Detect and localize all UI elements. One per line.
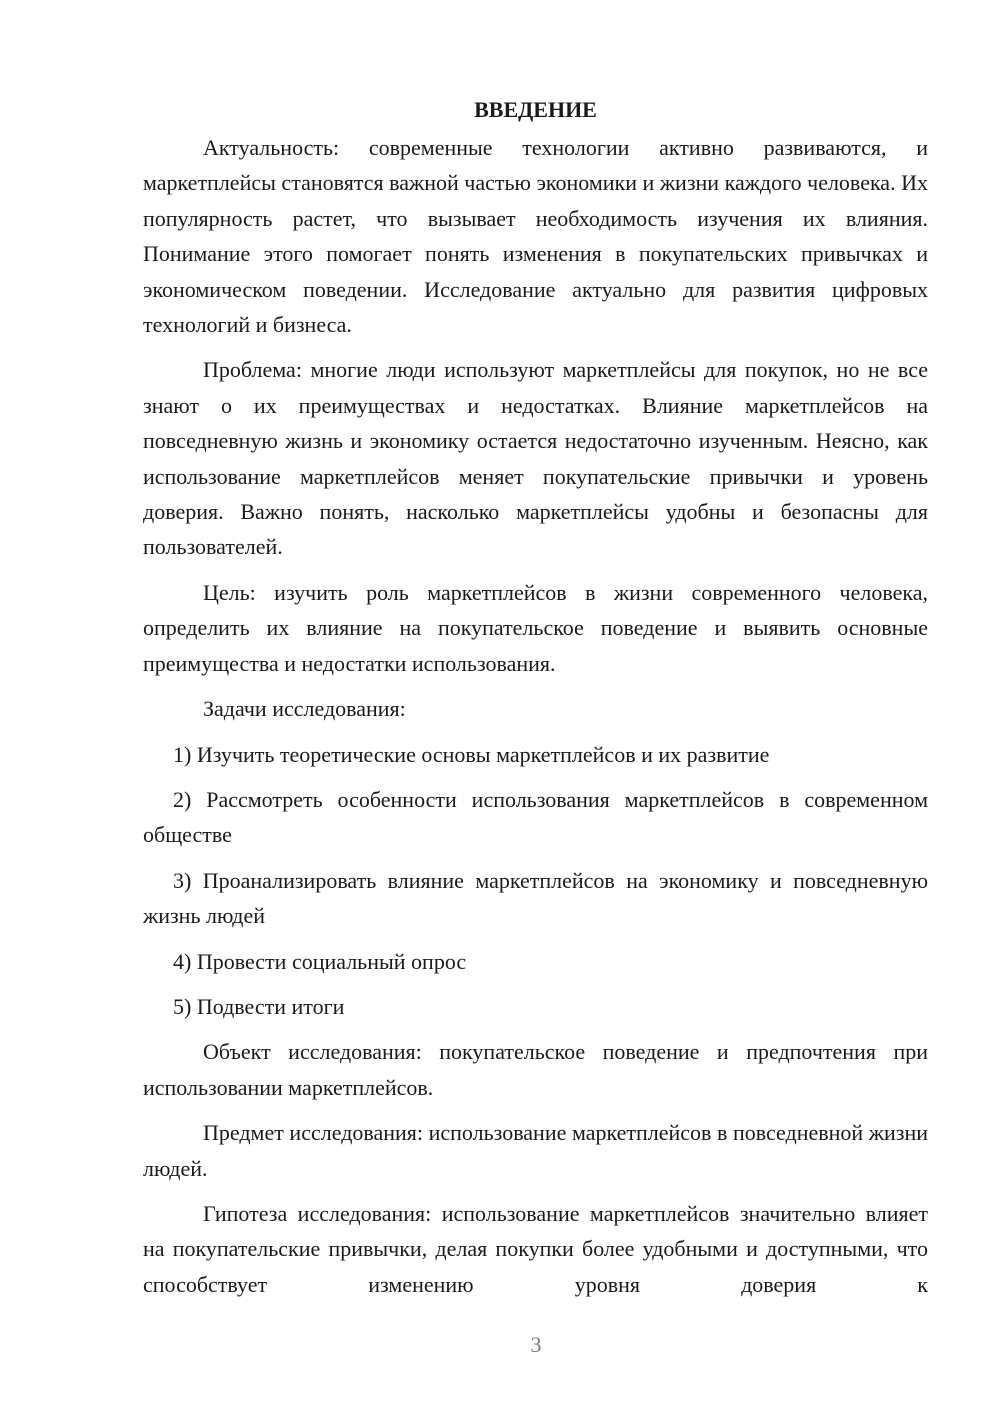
paragraph-problem: Проблема: многие люди используют маркетплейсы для покупок, но не все знают о их преимуществах и недостатках. Влияние маркетплейсов на повседневную жизнь и экономику остается недостаточно изученным. Неясно, как использование маркетплейсов меняет покупательские привычки и уровень доверия. Важно понять, насколько маркетплейсы удобны и безопасны для пользователей.: [143, 357, 928, 560]
task-item-4: 4) Провести социальный опрос: [173, 948, 467, 974]
paragraph-subject: Предмет исследования: использование маркетплейсов в повседневной жизни людей.: [143, 1120, 928, 1181]
task-item-5: 5) Подвести итоги: [173, 993, 345, 1019]
paragraph-goal: Цель: изучить роль маркетплейсов в жизни современного человека, определить их влияние на покупательское поведение и выявить основные преимущества и недостатки использования.: [143, 579, 928, 676]
paragraph-actuality: Актуальность: современные технологии активно развиваются, и маркетплейсы становятся важной частью экономики и жизни каждого человека. Их популярность растет, что вызывает необходимость изучения их влияния. Понимание этого помогает понять изменения в покупательских привычках и экономическом поведении. Исследование актуально для развития цифровых технологий и бизнеса.: [143, 135, 928, 338]
section-title: ВВЕДЕНИЕ: [474, 97, 597, 122]
paragraph-object: Объект исследования: покупательское поведение и предпочтения при использовании маркетплейсов.: [143, 1039, 928, 1100]
task-item-3: 3) Проанализировать влияние маркетплейсов на экономику и повседневную жизнь людей: [143, 867, 928, 929]
paragraph-tasks-heading: Задачи исследования:: [203, 696, 406, 722]
task-item-1: 1) Изучить теоретические основы маркетплейсов и их развитие: [173, 741, 770, 767]
task-item-2: 2) Рассмотреть особенности использования маркетплейсов в современном обществе: [143, 786, 928, 848]
page-number: 3: [530, 1332, 542, 1357]
paragraph-hypothesis: Гипотеза исследования: использование маркетплейсов значительно влияет на покупательские привычки, делая покупки более удобными и доступными, что способствует изменению уровня доверия к: [143, 1200, 928, 1297]
document-page: [143, 95, 928, 1312]
